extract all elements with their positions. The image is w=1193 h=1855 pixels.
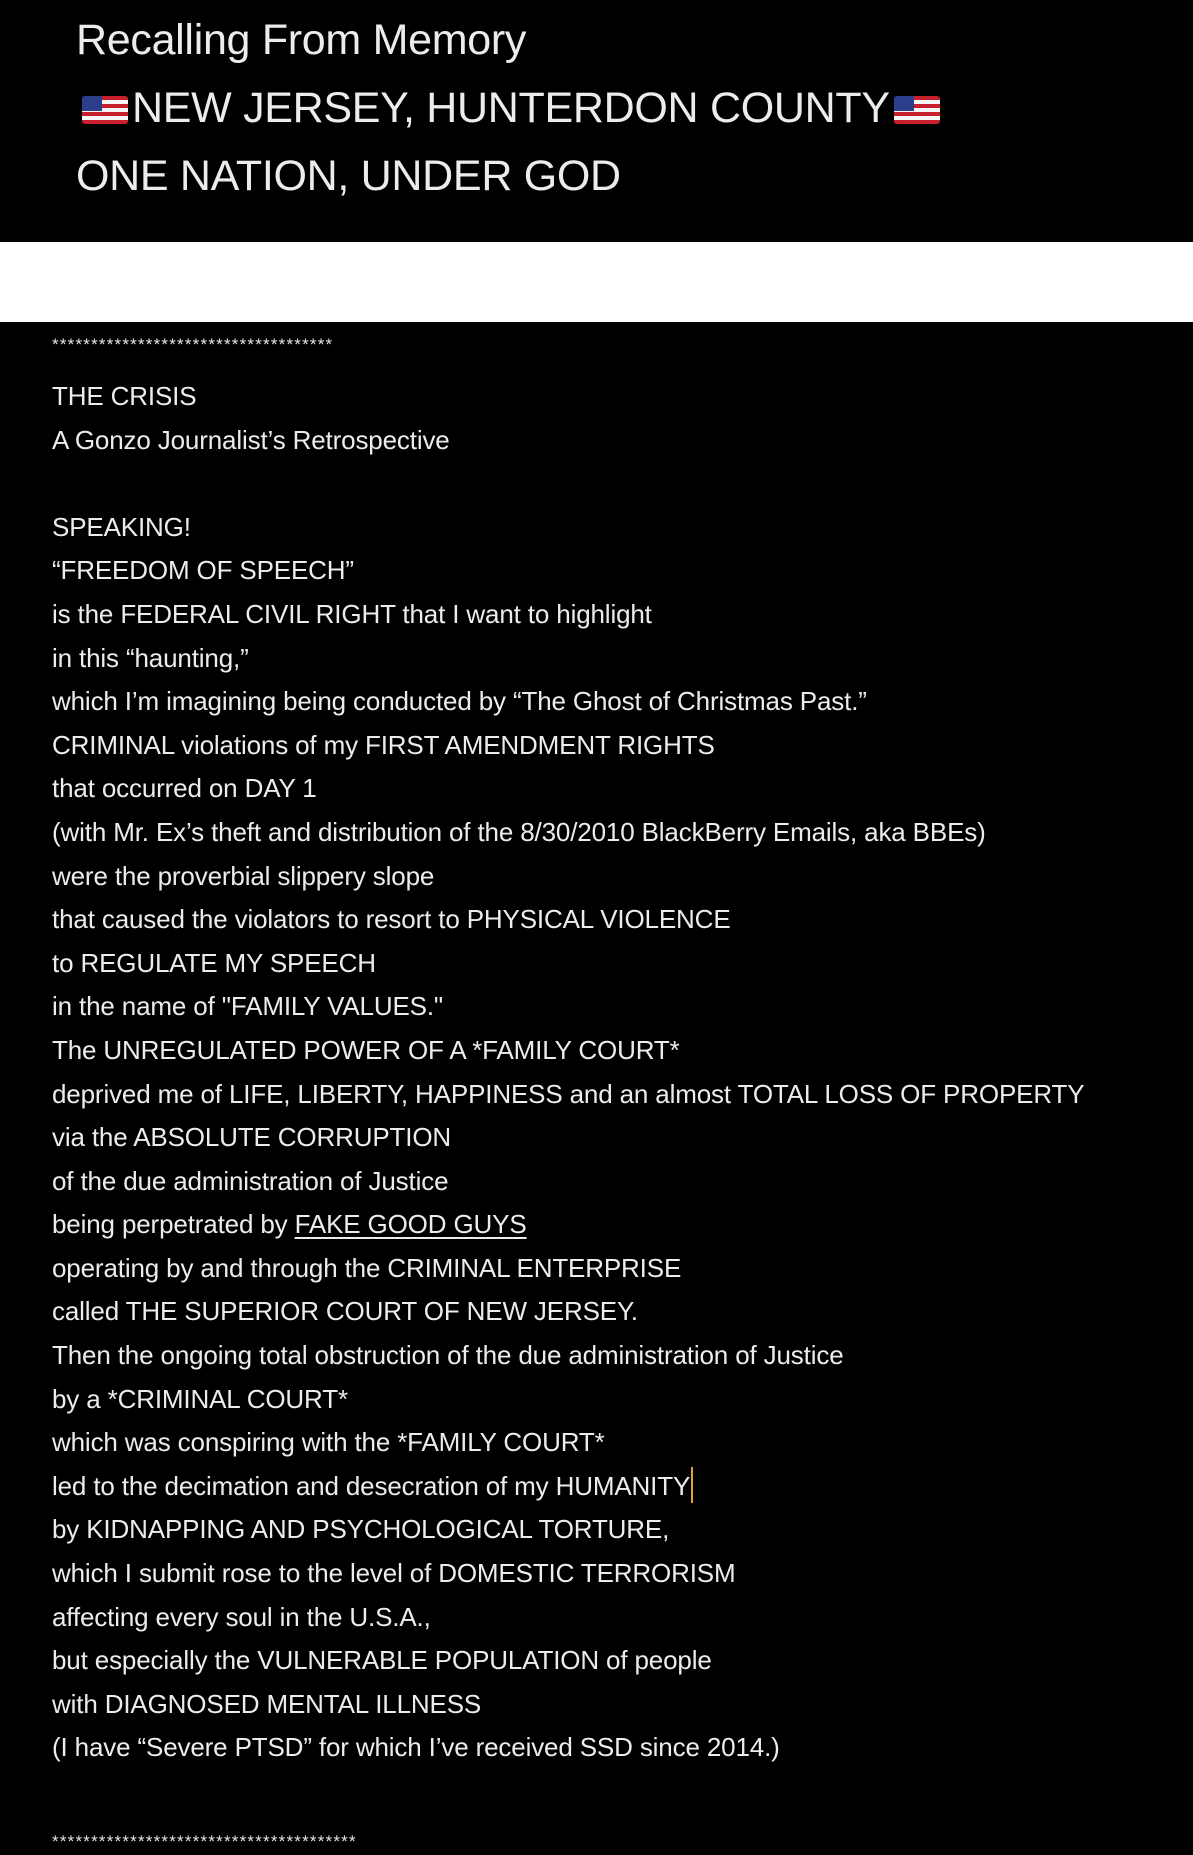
note-line: (I have “Severe PTSD” for which I’ve received SSD since 2014.)	[52, 1732, 780, 1763]
note-line: The UNREGULATED POWER OF A *FAMILY COURT*	[52, 1034, 680, 1065]
text-cursor	[691, 1467, 693, 1503]
us-flag-icon	[82, 96, 128, 124]
note-text	[52, 375, 1084, 1770]
note-line	[52, 1203, 1084, 1247]
note-line: operating by and through the CRIMINAL ENTERPRISE	[52, 1252, 682, 1283]
stars-divider-top: ************************************	[52, 335, 334, 354]
note-subtitle: A Gonzo Journalist’s Retrospective	[52, 424, 450, 455]
note-line: deprived me of LIFE, LIBERTY, HAPPINESS and an almost TOTAL LOSS OF PROPERTY	[52, 1078, 1085, 1109]
note-line: that occurred on DAY 1	[52, 773, 317, 804]
note-line: “FREEDOM OF SPEECH”	[52, 555, 354, 586]
note-line: (with Mr. Ex’s theft and distribution of the 8/30/2010 BlackBerry Emails, aka BBEs)	[52, 816, 986, 847]
header-location: NEW JERSEY, HUNTERDON COUNTY	[132, 84, 890, 132]
note-line: but especially the VULNERABLE POPULATION of people	[52, 1645, 712, 1676]
note-line: CRIMINAL violations of my FIRST AMENDMENT RIGHTS	[52, 729, 715, 760]
note-line: with DIAGNOSED MENTAL ILLNESS	[52, 1688, 482, 1719]
blank-line	[52, 462, 1084, 506]
header-line-2	[78, 83, 944, 133]
note-line: in the name of "FAMILY VALUES."	[52, 991, 443, 1022]
header-block	[0, 0, 1193, 242]
note-title: THE CRISIS	[52, 381, 197, 411]
us-flag-icon	[894, 96, 940, 124]
header-line-3: ONE NATION, UNDER GOD	[76, 152, 621, 200]
fake-good-guys-link[interactable]: FAKE GOOD GUYS	[294, 1209, 527, 1240]
header-line-1: Recalling From Memory	[76, 16, 527, 64]
note-line-prefix: being perpetrated by	[52, 1209, 295, 1240]
note-line	[52, 1465, 1084, 1509]
note-line: called THE SUPERIOR COURT OF NEW JERSEY.	[52, 1296, 638, 1327]
note-line: is the FEDERAL CIVIL RIGHT that I want to highlight	[52, 598, 652, 629]
note-line: Then the ongoing total obstruction of the due administration of Justice	[52, 1340, 844, 1371]
note-line: were the proverbial slippery slope	[52, 860, 435, 891]
stars-divider-bottom: ***************************************	[52, 1832, 357, 1851]
note-line: in this “haunting,”	[52, 642, 249, 673]
note-line: by KIDNAPPING AND PSYCHOLOGICAL TORTURE,	[52, 1514, 670, 1545]
note-line-text: led to the decimation and desecration of my HUMANITY	[52, 1470, 691, 1501]
note-line: which I’m imagining being conducted by “The Ghost of Christmas Past.”	[52, 686, 867, 717]
note-line: via the ABSOLUTE CORRUPTION	[52, 1122, 452, 1153]
note-line: which was conspiring with the *FAMILY COURT*	[52, 1427, 605, 1458]
note-line: affecting every soul in the U.S.A.,	[52, 1601, 431, 1632]
divider-band	[0, 242, 1193, 322]
note-line: to REGULATE MY SPEECH	[52, 947, 376, 978]
note-body[interactable]	[0, 322, 1193, 1855]
note-line: SPEAKING!	[52, 511, 191, 542]
note-line: that caused the violators to resort to PHYSICAL VIOLENCE	[52, 904, 731, 935]
note-line: of the due administration of Justice	[52, 1165, 449, 1196]
note-line: which I submit rose to the level of DOMESTIC TERRORISM	[52, 1558, 736, 1589]
note-line: by a *CRIMINAL COURT*	[52, 1383, 348, 1414]
